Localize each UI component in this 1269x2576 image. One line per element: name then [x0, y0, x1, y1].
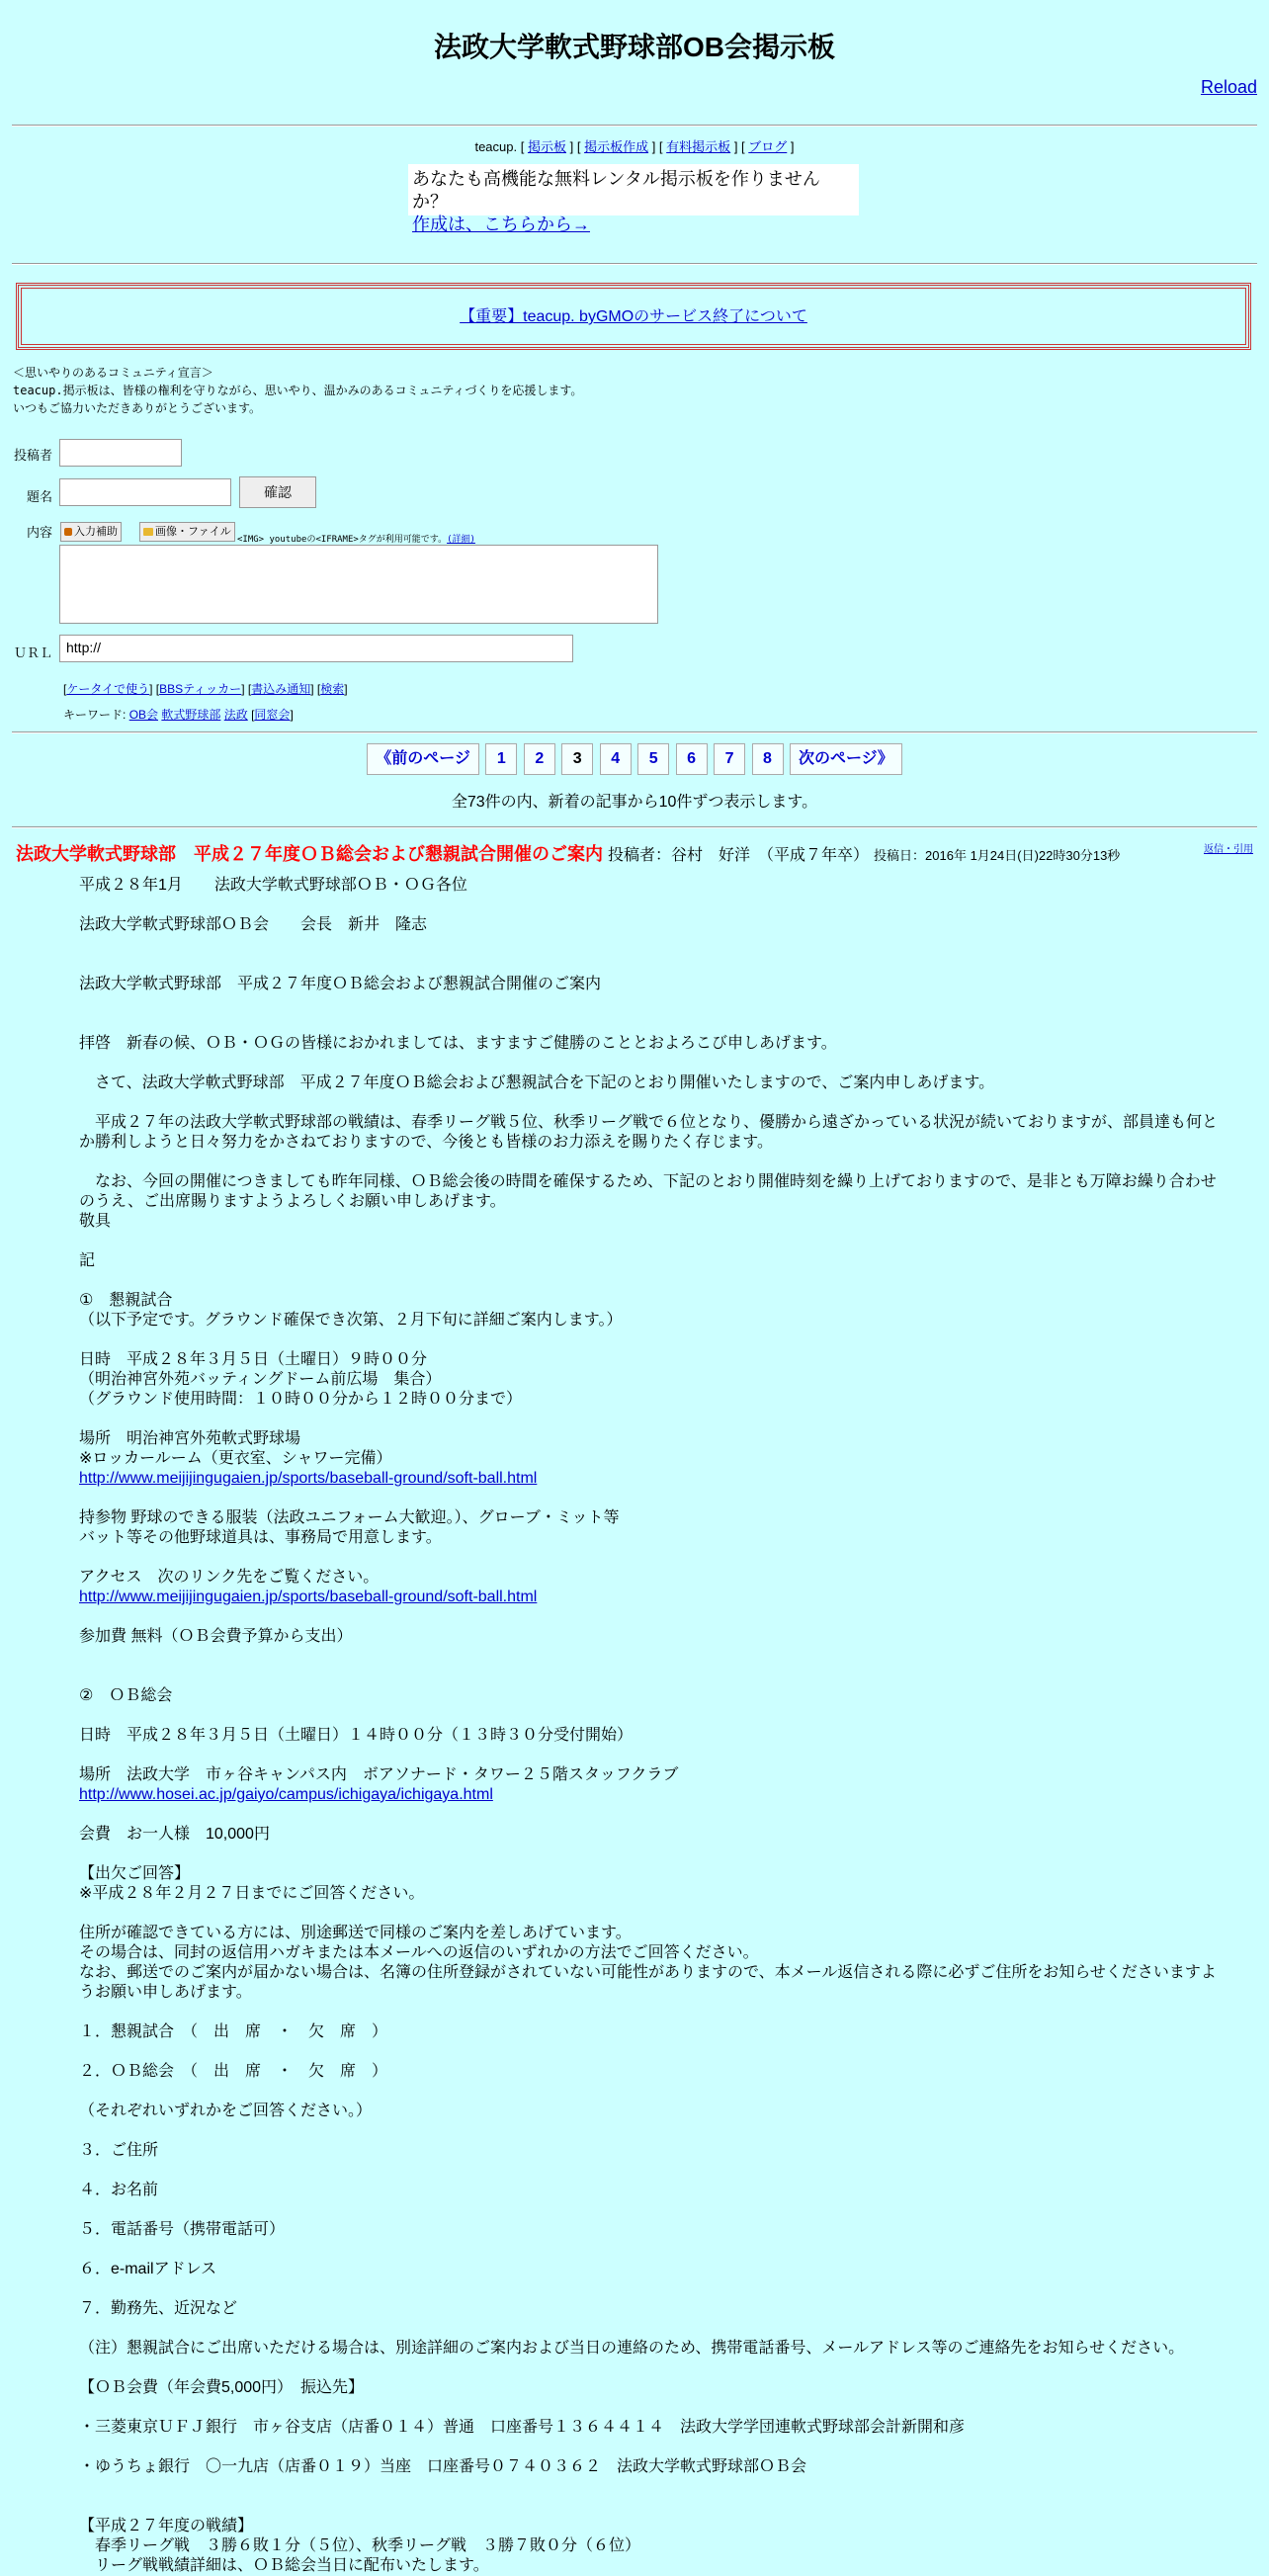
image-file-button[interactable]	[139, 522, 235, 542]
reload-link[interactable]: Reload	[1200, 77, 1257, 97]
keywords-row: キーワード: OB会 軟式野球部 法政 [同窓会]	[63, 708, 294, 722]
post-line: 拝啓 新春の候、ＯＢ・ＯＧの皆様におかれましては、ますますご健勝のこととおよろこび申しあげます。	[79, 1035, 837, 1052]
page-button[interactable]	[485, 743, 517, 775]
tag-detail-link[interactable]: (詳細)	[447, 535, 475, 545]
page-title: 法政大学軟式野球部OB会掲示板	[433, 32, 835, 62]
reply-link[interactable]: 返信・引用	[1204, 844, 1253, 855]
post-line: 【ＯＢ会費（年会費5,000円） 振込先】	[79, 2379, 365, 2396]
post-line	[79, 1667, 1226, 1686]
post-line	[79, 2042, 1226, 2062]
nav-bracket: teacup. [	[474, 139, 525, 154]
current-page: 3	[561, 743, 593, 775]
post-line	[79, 1014, 1226, 1034]
post-line	[79, 2497, 1226, 2517]
post-line: 【出欠ご回答】	[79, 1865, 191, 1882]
post-line: 参加費 無料（ＯＢ会費予算から支出）	[79, 1628, 353, 1645]
post-link[interactable]: http://www.hosei.ac.jp/gaiyo/campus/ichigaya/ichigaya.html	[79, 1786, 493, 1803]
post-line: ② ＯＢ総会	[79, 1687, 173, 1704]
page-link[interactable]: 1	[496, 750, 506, 767]
post-line	[79, 2082, 1226, 2102]
post-line	[79, 2359, 1226, 2378]
keyword-link[interactable]: 同窓会	[254, 708, 291, 722]
post-line: 【平成２７年度の戦績】	[79, 2518, 254, 2534]
post-line	[79, 1845, 1226, 1864]
ad-text: あなたも高機能な無料レンタル掲示板を作りませんか？	[412, 169, 820, 212]
next-page-button[interactable]	[790, 743, 902, 775]
page-link[interactable]: 6	[687, 750, 697, 767]
post-count-summary: 全73件の内、新着の記事から10件ずつ表示します。	[451, 794, 818, 811]
divider	[12, 263, 1257, 265]
post-body	[79, 876, 1226, 2576]
divider	[12, 125, 1257, 127]
notice-link[interactable]: 【重要】teacup. byGMOのサービス終了について	[460, 308, 807, 325]
keyword-link[interactable]: 法政	[223, 708, 248, 722]
teacup-nav	[0, 136, 1269, 155]
post-author: 投稿者：谷村 好洋 （平成７年卒）	[608, 847, 870, 864]
post-header	[16, 840, 1120, 866]
post-line: さて、法政大学軟式野球部 平成２７年度ＯＢ総会および懇親試合を下記のとおり開催いたしますので、ご案内申しあげます。	[79, 1074, 995, 1091]
ad-link[interactable]: 作成は、こちらから→	[412, 215, 590, 234]
divider	[12, 731, 1257, 733]
post-line	[79, 2319, 1226, 2339]
page-button[interactable]	[752, 743, 784, 775]
post-line	[79, 1588, 1226, 1607]
notify-link[interactable]: 書込み通知	[251, 682, 311, 696]
search-link[interactable]: 検索	[320, 682, 345, 696]
prev-page-button[interactable]	[367, 743, 479, 775]
post-line: 平成２８年1月 法政大学軟式野球部ＯＢ・ＯＧ各位	[79, 877, 467, 894]
post-line	[79, 1647, 1226, 1667]
page-link[interactable]: 2	[535, 750, 545, 767]
nav-bracket: ] [	[651, 139, 663, 154]
url-label: ＵＲＬ	[13, 645, 52, 660]
post-line	[79, 1469, 1226, 1489]
input-help-label: 入力補助	[74, 526, 118, 538]
post-line: 日時 平成２８年３月５日（土曜日）１４時００分（１３時３０分受付開始）	[79, 1727, 634, 1744]
post-line: （グラウンド使用時間：１０時００分から１２時００分まで）	[79, 1391, 523, 1408]
input-help-button[interactable]	[60, 522, 122, 542]
tag-note	[237, 532, 475, 545]
post-line	[79, 1271, 1226, 1291]
post-line: ※ロッカールーム（更衣室、シャワー完備）	[79, 1450, 392, 1467]
content-label: 内容	[26, 525, 52, 540]
page-link[interactable]: 5	[648, 750, 658, 767]
nav-link-paid[interactable]: 有料掲示板	[666, 139, 731, 154]
page-link[interactable]: 4	[611, 750, 621, 767]
poster-label: 投稿者	[13, 448, 52, 463]
post-title: 法政大学軟式野球部 平成２７年度ＯＢ総会および懇親試合開催のご案内	[16, 844, 603, 864]
url-input[interactable]: http://	[59, 635, 573, 662]
post-line: 場所 明治神宮外苑軟式野球場	[79, 1430, 301, 1447]
post-line: ・三菱東京ＵＦＪ銀行 市ヶ谷支店（店番０１４）普通 口座番号１３６４４１４ 法政大学学団連軟式野球部会計新開和彦	[79, 2419, 966, 2436]
post-line	[79, 1054, 1226, 1073]
post-line	[79, 2477, 1226, 2497]
post-line: 日時 平成２８年３月５日（土曜日）９時００分	[79, 1351, 428, 1368]
notice-box	[16, 283, 1251, 350]
post-line	[79, 1410, 1226, 1429]
nav-link-blog[interactable]: ブログ	[748, 139, 788, 154]
post-line: ① 懇親試合	[79, 1292, 173, 1309]
padlock-icon	[64, 528, 72, 536]
declaration-line: teacup.掲示板は、皆様の権利を守りながら、思いやり、温かみのあるコミュニティづくりを応援します。	[13, 384, 583, 397]
post-line	[79, 1746, 1226, 1765]
post-line: （それぞれいずれかをご回答ください。）	[79, 2103, 373, 2119]
post-line: ７．勤務先、近況など	[79, 2300, 238, 2317]
page-button[interactable]	[524, 743, 555, 775]
tag-note-text: <IMG> youtubeの<IFRAME>タグが利用可能です。	[237, 535, 448, 545]
post-line: 住所が確認できている方には、別途郵送で同様のご案内を差しあげています。	[79, 1925, 632, 1941]
post-line	[79, 1904, 1226, 1924]
page-link[interactable]: 7	[724, 750, 734, 767]
page-button[interactable]	[714, 743, 745, 775]
divider	[12, 826, 1257, 828]
post-line	[79, 2398, 1226, 2418]
pagination	[0, 743, 1269, 775]
post-line: ６．e-mailアドレス	[79, 2261, 217, 2277]
post-line: （注）懇親試合にご出席いただける場合は、別途詳細のご案内および当日の連絡のため、携帯電話番号、メールアドレス等のご連絡先をお知らせください。	[79, 2340, 1185, 2357]
post-line	[79, 2200, 1226, 2220]
post-line: バット等その他野球道具は、事務局で用意します。	[79, 1529, 442, 1546]
page-button[interactable]	[637, 743, 669, 775]
mobile-link[interactable]: ケータイで使う	[66, 682, 150, 696]
subject-label: 題名	[26, 489, 52, 504]
post-line: ２．ＯＢ総会 （ 出 席 ・ 欠 席 ）	[79, 2063, 388, 2080]
post-line	[79, 1805, 1226, 1825]
content-textarea[interactable]	[59, 545, 658, 624]
post-link[interactable]: http://www.meijijingugaien.jp/sports/baseball-ground/soft-ball.html	[79, 1470, 538, 1487]
post-line: （明治神宮外苑バッティングドーム前広場 集合）	[79, 1371, 442, 1388]
post-line: 会費 お一人様 10,000円	[79, 1826, 270, 1843]
post-date: 投稿日：2016年 1月24日(日)22時30分13秒	[874, 848, 1121, 863]
post-line: 場所 法政大学 市ヶ谷キャンパス内 ボアソナード・タワー２５階スタッフクラブ	[79, 1766, 679, 1783]
post-line: 法政大学軟式野球部 平成２７年度ＯＢ総会および懇親試合開催のご案内	[79, 976, 602, 992]
post-line	[79, 1093, 1226, 1113]
post-line: ※平成２８年２月２７日までにご回答ください。	[79, 1885, 425, 1902]
post-line: 法政大学軟式野球部ＯＢ会 会長 新井 隆志	[79, 916, 428, 933]
post-line: 持参物 野球のできる服装（法政ユニフォーム大歓迎。）、グローブ・ミット等	[79, 1509, 620, 1526]
post-line	[79, 955, 1226, 975]
ticker-link[interactable]: BBSティッカー	[159, 682, 242, 696]
page-link[interactable]: 8	[763, 750, 772, 767]
declaration-line: いつもご協力いただきありがとうございます。	[13, 401, 262, 415]
post-line	[79, 935, 1226, 955]
image-file-label: 画像・ファイル	[155, 526, 231, 538]
post-line: ４．お名前	[79, 2182, 159, 2198]
nav-bracket: ]	[790, 139, 795, 154]
post-line	[79, 1785, 1226, 1805]
post-line	[79, 2161, 1226, 2181]
ad-box	[408, 164, 859, 234]
poster-input[interactable]	[59, 439, 182, 467]
keywords-label: キーワード:	[63, 708, 127, 722]
post-line: リーグ戦戦績詳細は、ＯＢ総会当日に配布いたします。	[79, 2557, 489, 2574]
nav-bracket: ] [	[733, 139, 745, 154]
subject-input[interactable]	[59, 478, 231, 506]
post-line	[79, 1489, 1226, 1508]
nav-link-bbs[interactable]: 掲示板	[527, 139, 566, 154]
post-line	[79, 1331, 1226, 1350]
page-button[interactable]	[600, 743, 632, 775]
post-line: ３．ご住所	[79, 2142, 159, 2159]
keyword-link[interactable]: OB会	[128, 708, 159, 722]
post-link[interactable]: http://www.meijijingugaien.jp/sports/baseball-ground/soft-ball.html	[79, 1589, 538, 1605]
post-line: その場合は、同封の返信用ハガキまたは本メールへの返信のいずれかの方法でご回答ください。	[79, 1944, 759, 1961]
post-line	[79, 1607, 1226, 1627]
post-line: アクセス 次のリンク先をご覧ください。	[79, 1569, 380, 1586]
post-line: 記	[79, 1252, 96, 1269]
post-line: 敬具	[79, 1213, 112, 1230]
folder-icon	[143, 528, 153, 536]
post-line	[79, 1706, 1226, 1726]
next-page-link[interactable]: 次のページ》	[798, 750, 893, 767]
page-button[interactable]	[676, 743, 708, 775]
post-line: ５．電話番号（携帯電話可）	[79, 2221, 286, 2238]
post-line	[79, 896, 1226, 915]
keyword-link[interactable]: 軟式野球部	[161, 708, 221, 722]
post-line: １．懇親試合 （ 出 席 ・ 欠 席 ）	[79, 2023, 388, 2040]
post-line	[79, 2121, 1226, 2141]
post-line: ・ゆうちょ銀行 〇一九店（店番０１９）当座 口座番号０７４０３６２ 法政大学軟式野球部ＯＢ会	[79, 2458, 807, 2475]
tools-row: [ケータイで使う] [BBSティッカー] [書込み通知] [検索]	[63, 682, 348, 696]
post-line: 春季リーグ戦 ３勝６敗１分（５位）、秋季リーグ戦 ３勝７敗０分（６位）	[79, 2537, 641, 2554]
post-line	[79, 994, 1226, 1014]
post-line	[79, 1232, 1226, 1251]
nav-link-create[interactable]: 掲示板作成	[584, 139, 649, 154]
declaration-line: ＜思いやりのあるコミュニティ宣言＞	[13, 366, 213, 380]
post-line	[79, 2003, 1226, 2022]
post-line	[79, 1153, 1226, 1172]
prev-page-link[interactable]: 《前のページ	[376, 750, 470, 767]
post-line	[79, 1548, 1226, 1568]
post-line: 平成２７年の法政大学軟式野球部の戦績は、春季リーグ戦５位、秋季リーグ戦で６位となり、優勝から遠ざかっている状況が続いておりますが、部員達も何とか勝利しようと日々努力をかさねておりますので、今後とも皆様のお力添えを賜りたく存じます。	[79, 1114, 1219, 1151]
post-line: なお、今回の開催につきましても昨年同様、ＯＢ総会後の時間を確保するため、下記のとおり開催時刻を繰り上げておりますので、是非とも万障お繰り合わせのうえ、ご出席賜りますようよろしくお願い申しあげます。	[79, 1173, 1217, 1210]
nav-bracket: ] [	[569, 139, 581, 154]
post-line	[79, 2279, 1226, 2299]
post-line: なお、郵送でのご案内が届かない場合は、名簿の住所登録がされていない可能性がありますので、本メール返信される際に必ずご住所をお知らせくださいますようお願い申しあげます。	[79, 1964, 1217, 2001]
post-line	[79, 2240, 1226, 2260]
post-line: （以下予定です。グラウンド確保でき次第、２月下旬に詳細ご案内します。）	[79, 1312, 623, 1329]
community-declaration	[13, 364, 582, 417]
post-line	[79, 2438, 1226, 2457]
confirm-button[interactable]: 確認	[239, 476, 316, 508]
